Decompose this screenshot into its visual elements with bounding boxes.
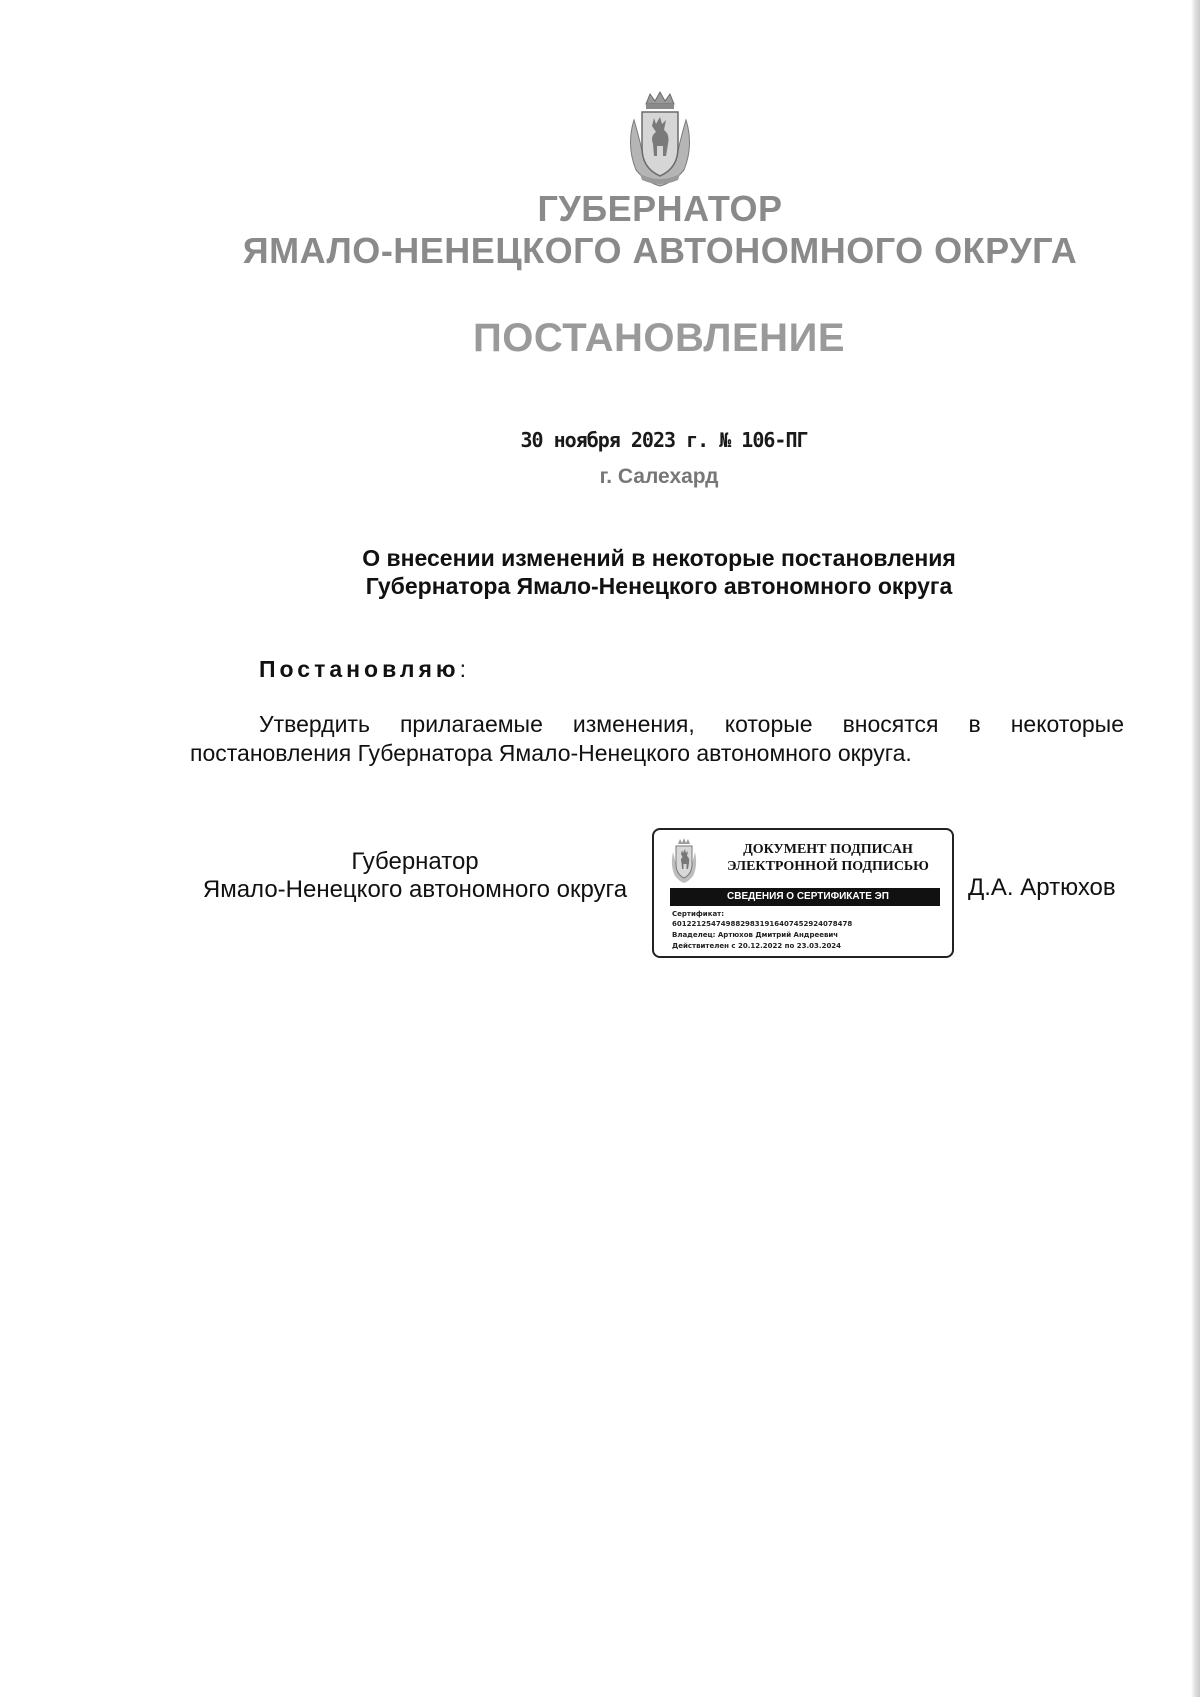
electronic-signature-stamp [652,828,954,958]
doc-type-title: ПОСТАНОВЛЕНИЕ [472,316,845,360]
coat-of-arms-icon [668,838,700,884]
signature-position [190,848,640,904]
stamp-validity: Действителен с 20.12.2022 по 23.03.2024 [672,942,842,950]
signature-position-line2: Ямало-Ненецкого автономного округа [202,876,628,903]
stamp-title-line2: ЭЛЕКТРОННОЙ ПОДПИСЬЮ [727,859,929,874]
signature-position-line1: Губернатор [351,848,479,875]
subject-line2: Губернатора Ямало-Ненецкого автономного округа [365,573,953,599]
org-title-line2: ЯМАЛО-НЕНЕЦКОГО АВТОНОМНОГО ОКРУГА [242,230,1078,271]
signer-name: Д.А. Артюхов [968,874,1116,901]
coat-of-arms-icon [620,90,700,188]
decree-heading [259,656,466,683]
decree-word: Постановляю [259,656,460,682]
subject-line1: О внесении изменений в некоторые постановления [362,545,956,571]
stamp-certificate-bar: СВЕДЕНИЯ О СЕРТИФИКАТЕ ЭП [670,888,940,906]
doc-city: г. Салехард [599,465,719,488]
stamp-cert-label: Сертификат: [672,910,725,918]
stamp-title [712,841,944,875]
body-paragraph: Утвердить прилагаемые изменения, которые вносятся в некоторые постановления Губернатора Ямало-Ненецкого автономного округа. [190,711,1124,766]
stamp-title-line1: ДОКУМЕНТ ПОДПИСАН [743,842,913,857]
org-title-line1: ГУБЕРНАТОР [537,188,783,229]
stamp-cert-number: 6012212547498829831916407452924078478 [672,920,853,928]
decree-punct: : [459,656,466,682]
doc-date-number: 30 ноября 2023 г. № 106-ПГ [520,428,808,452]
stamp-owner: Владелец: Артюхов Дмитрий Андреевич [672,931,839,939]
